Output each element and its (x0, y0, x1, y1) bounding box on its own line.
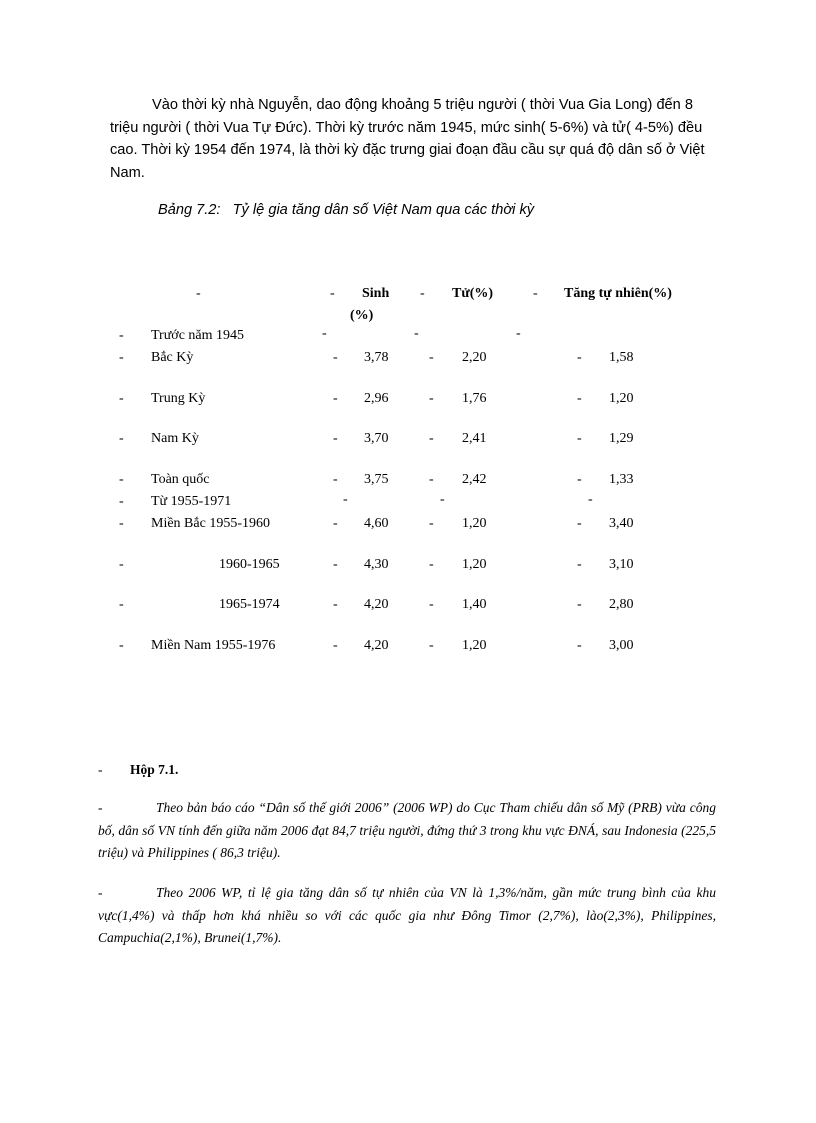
cell-tu: 1,20 (462, 516, 487, 531)
row-bullet: - (119, 472, 124, 487)
header-tu: Tử(%) (452, 286, 494, 301)
row-label: Miền Nam 1955-1976 (151, 638, 276, 653)
row-dash: - (343, 492, 348, 507)
row-dash: - (429, 516, 434, 531)
row-bullet: - (119, 516, 124, 531)
cell-tang: 1,58 (609, 350, 634, 365)
row-dash: - (577, 516, 582, 531)
cell-tang: 1,33 (609, 472, 634, 487)
paragraph-dash: - (98, 800, 103, 815)
row-dash: - (333, 516, 338, 531)
row-dash: - (429, 431, 434, 446)
cell-tu: 1,20 (462, 557, 487, 572)
row-dash: - (429, 472, 434, 487)
row-label: 1960-1965 (219, 557, 280, 572)
box-paragraph (98, 797, 716, 865)
paragraph-text: Theo 2006 WP, tỉ lệ gia tăng dân số tự nhiên của VN là 1,3%/năm, gần mức trung bình của khu vực(1,4%) và thấp hơn khá nhiều so với các quốc gia như Đông Timor (2,7%), lào(2,3%), Philippines, Campuchia(2,1%), Brunei(1,7%). (98, 885, 716, 945)
cell-tu: 2,42 (462, 472, 487, 487)
cell-tu: 1,76 (462, 391, 487, 406)
row-dash: - (577, 431, 582, 446)
cell-sinh: 3,75 (364, 472, 389, 487)
row-dash: - (333, 472, 338, 487)
row-bullet: - (119, 597, 124, 612)
header-sinh-unit: (%) (350, 308, 374, 323)
cell-tu: 2,20 (462, 350, 487, 365)
cell-sinh: 4,60 (364, 516, 389, 531)
intro-text: Vào thời kỳ nhà Nguyễn, dao động khoảng 5 triệu người ( thời Vua Gia Long) đến 8 triệu người ( thời Vua Tự Đức). Thời kỳ trước năm 1945, mức sinh( 5-6%) và tử( 4-5%) đều cao. Thời kỳ 1954 đến 1974, là thời kỳ đặc trưng giai đoạn đầu cầu sự quá độ dân số ở Việt Nam. (110, 97, 705, 181)
header-sinh: Sinh (362, 286, 390, 301)
row-bullet: - (119, 328, 124, 343)
row-dash: - (322, 326, 327, 341)
header-dash: - (533, 286, 538, 301)
row-dash: - (333, 350, 338, 365)
row-dash: - (414, 326, 419, 341)
row-dash: - (429, 391, 434, 406)
row-bullet: - (119, 431, 124, 446)
cell-sinh: 3,70 (364, 431, 389, 446)
cell-tang: 2,80 (609, 597, 634, 612)
row-dash: - (577, 350, 582, 365)
row-dash: - (429, 597, 434, 612)
row-label: 1965-1974 (219, 597, 280, 612)
cell-sinh: 4,30 (364, 557, 389, 572)
row-bullet: - (119, 391, 124, 406)
row-dash: - (333, 597, 338, 612)
row-dash: - (333, 638, 338, 653)
row-dash: - (429, 350, 434, 365)
row-label: Nam Kỳ (151, 431, 199, 446)
row-bullet: - (119, 494, 124, 509)
cell-tu: 1,40 (462, 597, 487, 612)
cell-sinh: 3,78 (364, 350, 389, 365)
cell-tang: 3,40 (609, 516, 634, 531)
header-dash: - (196, 286, 201, 301)
row-dash: - (577, 472, 582, 487)
row-label: Trung Kỳ (151, 391, 206, 406)
header-tang: Tăng tự nhiên(%) (564, 286, 672, 301)
header-dash: - (330, 286, 335, 301)
box-title-dash: - (98, 762, 103, 777)
row-dash: - (440, 492, 445, 507)
row-label: Từ 1955-1971 (151, 494, 232, 509)
row-dash: - (333, 391, 338, 406)
row-bullet: - (119, 638, 124, 653)
paragraph-text: Theo bản báo cáo “Dân số thế giới 2006” (2006 WP) do Cục Tham chiếu dân số Mỹ (PRB) vừa công bố, dân số VN tính đến giữa năm 2006 đạt 84,7 triệu người, đứng thứ 3 trong khu vực ĐNÁ, sau Indonesia (225,5 triệu) và Philippines ( 86,3 triệu). (98, 800, 716, 860)
cell-tang: 3,00 (609, 638, 634, 653)
row-dash: - (516, 326, 521, 341)
paragraph-dash: - (98, 885, 103, 900)
box-paragraph (98, 882, 716, 950)
box-title: Hộp 7.1. (130, 762, 179, 777)
row-dash: - (333, 431, 338, 446)
row-bullet: - (119, 350, 124, 365)
row-dash: - (577, 638, 582, 653)
cell-tang: 1,29 (609, 431, 634, 446)
cell-sinh: 2,96 (364, 391, 389, 406)
row-dash: - (429, 557, 434, 572)
cell-tang: 3,10 (609, 557, 634, 572)
row-label: Toàn quốc (151, 472, 210, 487)
row-label: Trước năm 1945 (151, 328, 245, 343)
cell-tu: 2,41 (462, 431, 487, 446)
row-dash: - (577, 557, 582, 572)
row-bullet: - (119, 557, 124, 572)
cell-sinh: 4,20 (364, 638, 389, 653)
row-dash: - (577, 391, 582, 406)
cell-sinh: 4,20 (364, 597, 389, 612)
row-dash: - (577, 597, 582, 612)
row-dash: - (429, 638, 434, 653)
table-caption: Bảng 7.2: Tỷ lệ gia tăng dân số Việt Nam qua các thời kỳ (158, 202, 535, 218)
row-dash: - (588, 492, 593, 507)
intro-paragraph (110, 94, 715, 184)
row-label: Bắc Kỳ (151, 350, 194, 365)
cell-tu: 1,20 (462, 638, 487, 653)
cell-tang: 1,20 (609, 391, 634, 406)
row-dash: - (333, 557, 338, 572)
header-dash: - (420, 286, 425, 301)
row-label: Miền Bắc 1955-1960 (151, 516, 270, 531)
